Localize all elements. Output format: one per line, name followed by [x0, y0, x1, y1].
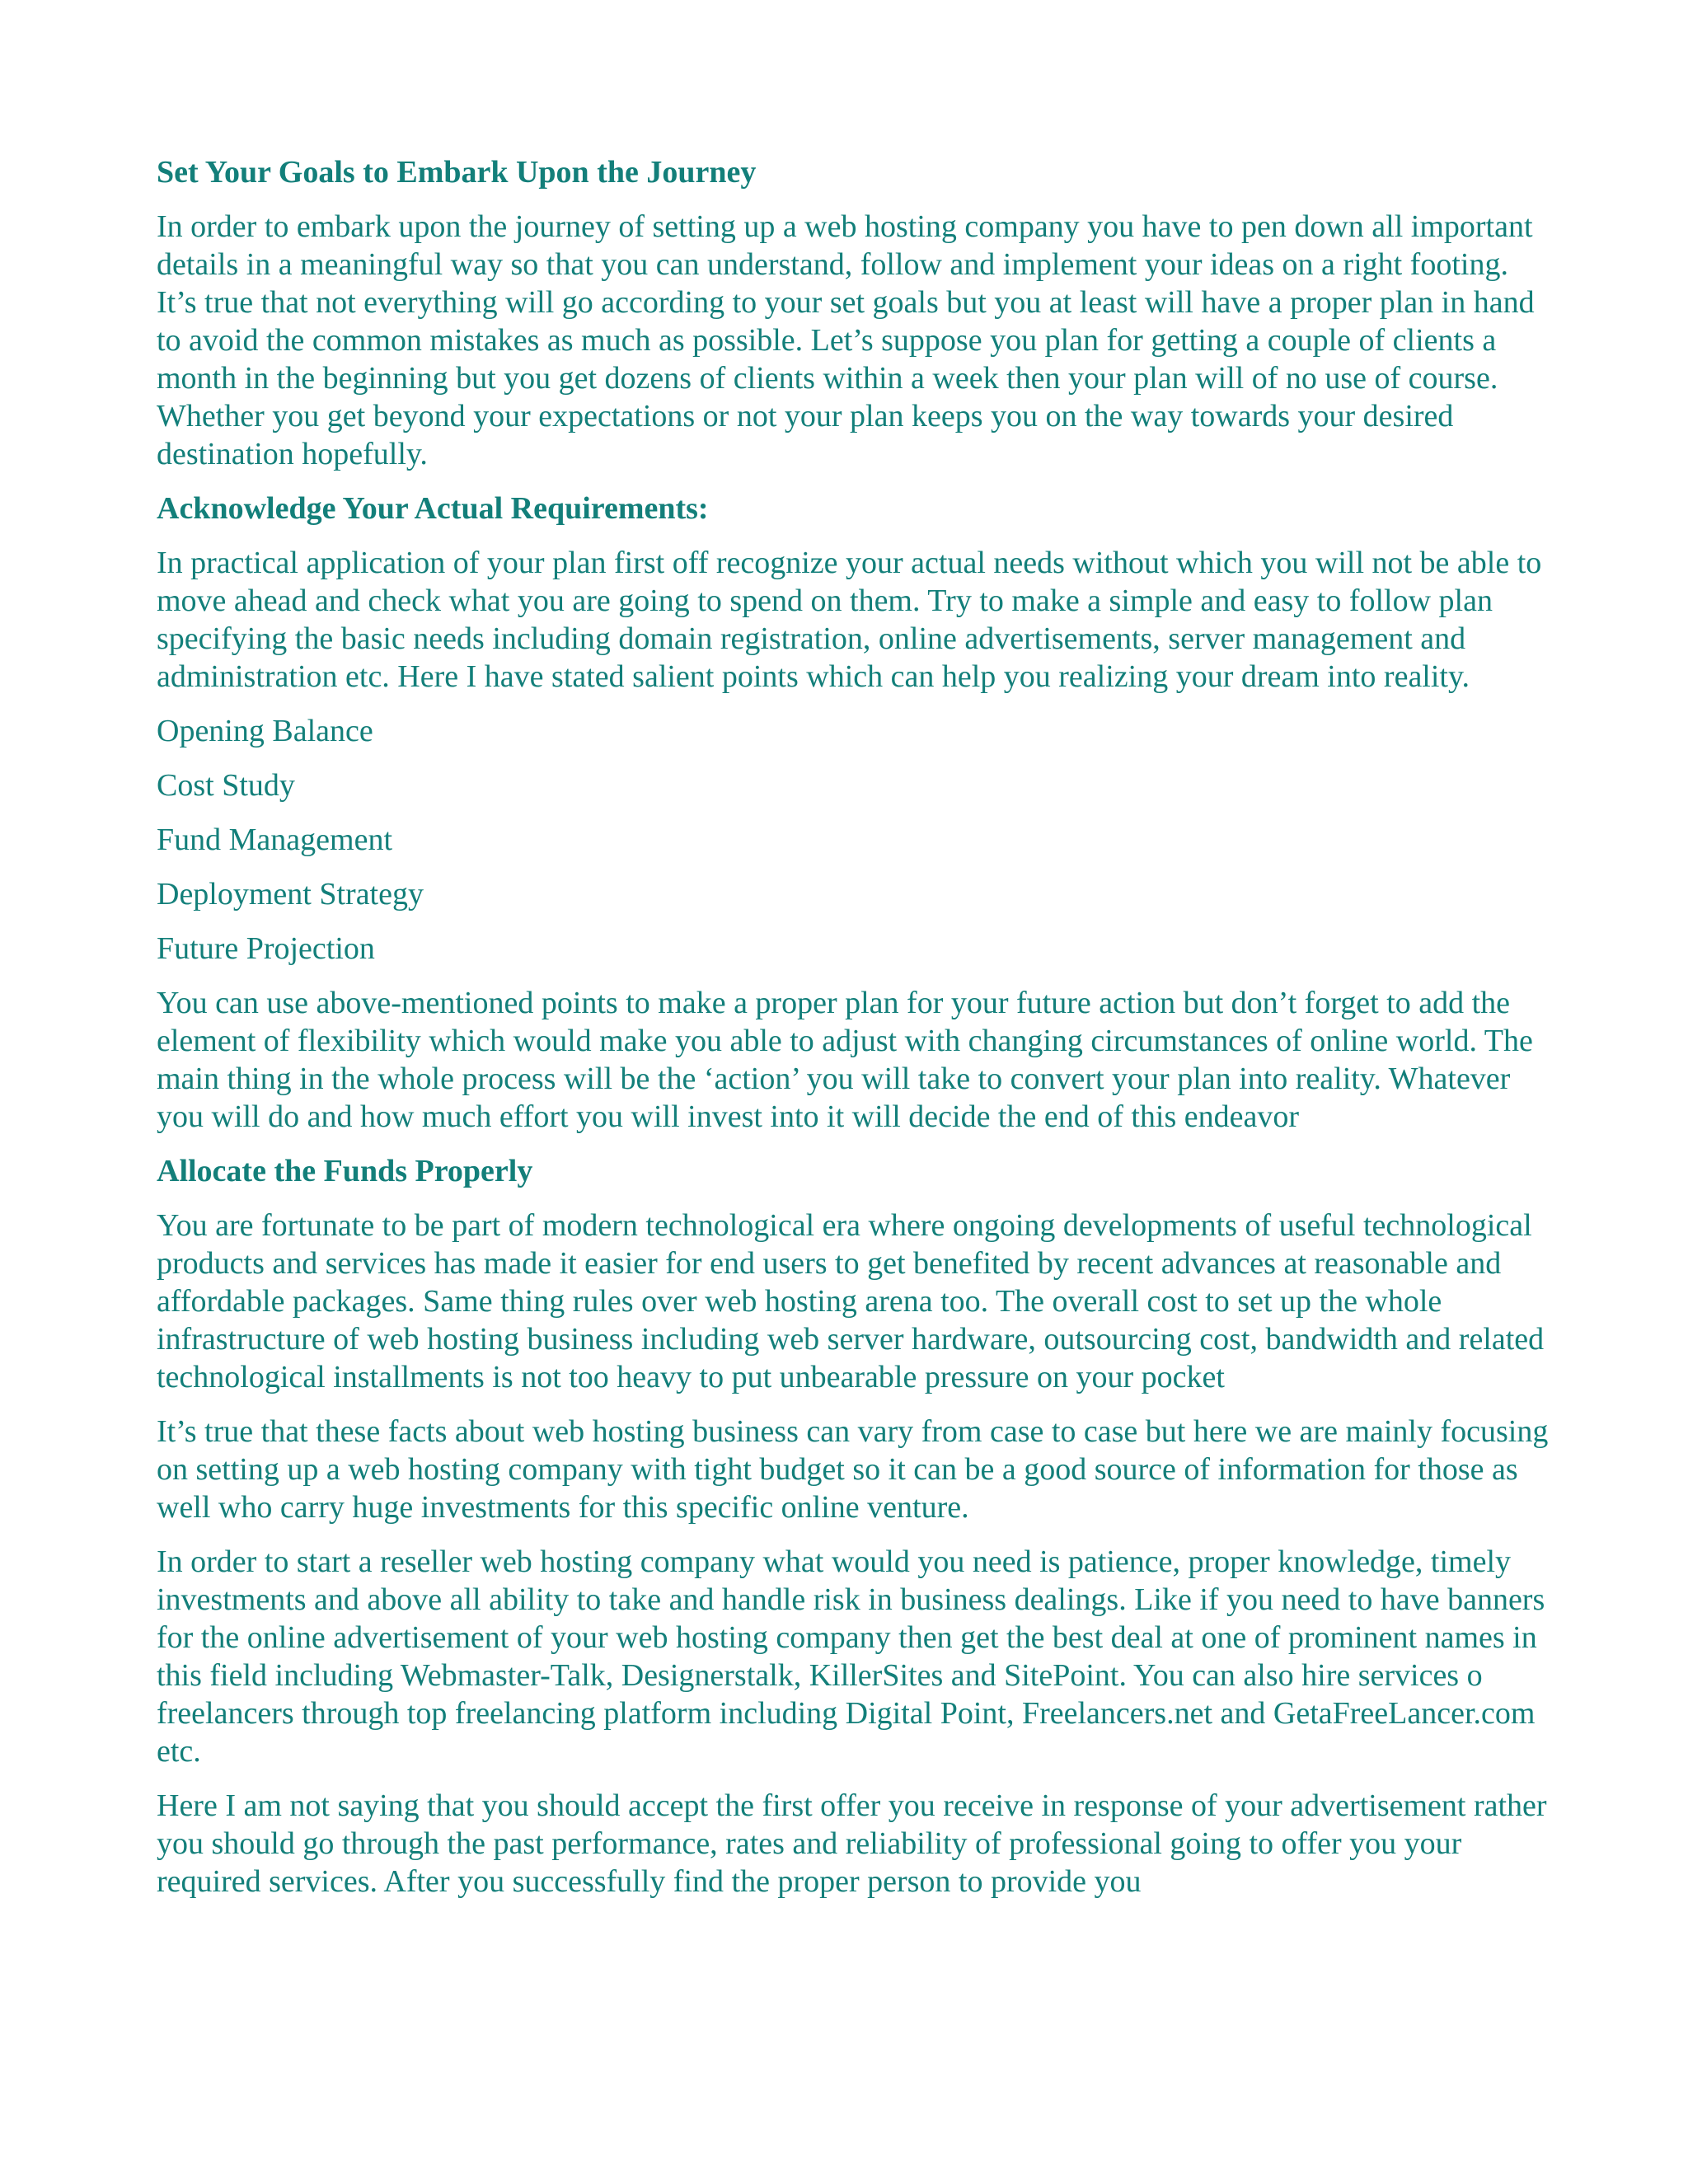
section-heading-acknowledge-requirements: Acknowledge Your Actual Requirements: [157, 491, 709, 526]
document-body [157, 153, 1550, 1917]
list-item-opening-balance: Opening Balance [157, 714, 373, 748]
section-heading-allocate-funds: Allocate the Funds Properly [157, 1154, 533, 1188]
list-item-fund-management: Fund Management [157, 823, 393, 857]
list-item-cost-study: Cost Study [157, 768, 295, 803]
paragraph: In order to start a reseller web hosting company what would you need is patience, proper knowledge, timely investments and above all ability to take and handle risk in business dealings. Like if you need to have banners for the online advertisement of your web hosting company then get the best deal at one of prominent names in this field including Webmaster-Talk, Designerstalk, KillerSites and SitePoint. You can also hire services o freelancers through top freelancing platform including Digital Point, Freelancers.net and GetaFreeLancer.com etc. [157, 1544, 1545, 1769]
paragraph: In order to embark upon the journey of setting up a web hosting company you have to pen down all important details in a meaningful way so that you can understand, follow and implement your ideas on a right footing. It’s true that not everything will go according to your set goals but you at least will have a proper plan in hand to avoid the common mistakes as much as possible. Let’s suppose you plan for getting a couple of clients a month in the beginning but you get dozens of clients within a week then your plan will of no use of course. Whether you get beyond your expectations or not your plan keeps you on the way towards your desired destination hopefully. [157, 209, 1535, 471]
paragraph: You can use above-mentioned points to make a proper plan for your future action but don’t forget to add the element of flexibility which would make you able to adjust with changing circumstances of online world. The main thing in the whole process will be the ‘action’ you will take to convert your plan into reality. Whatever you will do and how much effort you will invest into it will decide the end of this endeavor [157, 986, 1533, 1134]
list-item-deployment-strategy: Deployment Strategy [157, 877, 424, 912]
paragraph: It’s true that these facts about web hosting business can vary from case to case but here we are mainly focusing on setting up a web hosting company with tight budget so it can be a good source of information for those as well who carry huge investments for this specific online venture. [157, 1414, 1549, 1525]
list-item-future-projection: Future Projection [157, 931, 375, 966]
paragraph: In practical application of your plan first off recognize your actual needs without which you will not be able to move ahead and check what you are going to spend on them. Try to make a simple and easy to follow plan specifying the basic needs including domain registration, online advertisements, server management and administration etc. Here I have stated salient points which can help you realizing your dream into reality. [157, 546, 1542, 694]
paragraph: Here I am not saying that you should accept the first offer you receive in response of your advertisement rather you should go through the past performance, rates and reliability of professional going to offer you your required services. After you successfully find the proper person to provide you [157, 1788, 1547, 1899]
paragraph: You are fortunate to be part of modern technological era where ongoing developments of useful technological products and services has made it easier for end users to get benefited by recent advances at reasonable and affordable packages. Same thing rules over web hosting arena too. The overall cost to set up the whole infrastructure of web hosting business including web server hardware, outsourcing cost, bandwidth and related technological installments is not too heavy to put unbearable pressure on your pocket [157, 1208, 1545, 1394]
section-heading-set-goals: Set Your Goals to Embark Upon the Journey [157, 155, 757, 190]
